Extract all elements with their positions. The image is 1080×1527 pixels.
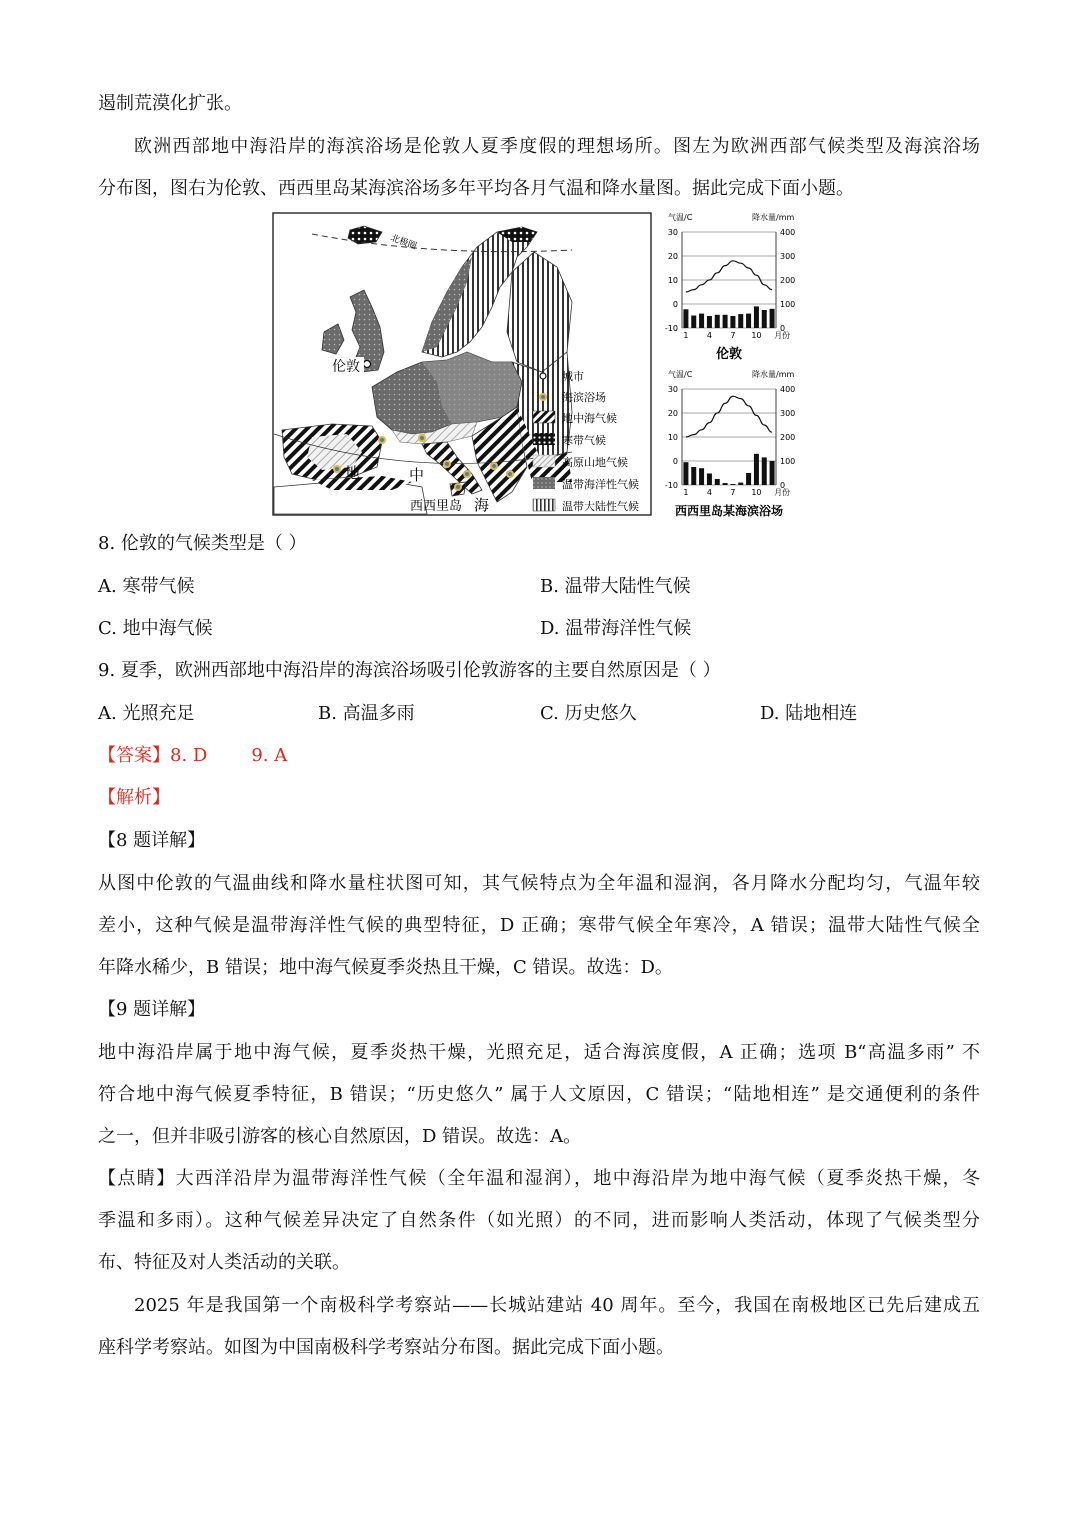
legend-label: 寒带气候 [562, 434, 606, 447]
city-dot-icon [540, 373, 546, 379]
detail9-label: 【9 题详解】 [98, 999, 206, 1020]
legend-label: 海滨浴场 [562, 391, 606, 404]
precipitation-bar [707, 316, 712, 328]
x-tick-label: 4 [706, 488, 712, 497]
x-tick-label: 7 [730, 331, 736, 340]
left-tick-label: -10 [664, 324, 678, 333]
chart-title: 伦敦 [715, 347, 743, 362]
left-tick-label: 30 [667, 385, 678, 394]
london-climate-chart [660, 210, 810, 365]
tip-line-2: 季温和多雨）。这种气候差异决定了自然条件（如光照）的不同，进而影响人类活动，体现了气候类型分 [98, 1210, 980, 1231]
legend-label: 温带海洋性气候 [562, 478, 639, 491]
precipitation-bar [715, 479, 720, 485]
dark-dotted-swatch [533, 477, 555, 489]
left-tick-label: 0 [672, 457, 678, 466]
intro-paragraph-line-1: 欧洲西部地中海沿岸的海滨浴场是伦敦人夏季度假的理想场所。图左为欧洲西部气候类型及海滨浴场 [134, 136, 980, 157]
detail8-line-3: 年降水稀少，B 错误；地中海气候夏季炎热且干燥，C 错误。故选：D。 [98, 957, 673, 978]
right-tick-label: 400 [780, 385, 796, 394]
detail8-label: 【8 题详解】 [98, 830, 206, 851]
next-intro-line-1: 2025 年是我国第一个南极科学考察站——长城站建站 40 周年。至今，我国在南极地区已先后建成五 [134, 1295, 980, 1316]
right-tick-label: 0 [780, 324, 786, 333]
legend-label: 温带大陆性气候 [562, 500, 639, 513]
q8-stem: 8. 伦敦的气候类型是（ ） [98, 533, 307, 554]
answer-line [98, 744, 980, 768]
precipitation-bar [746, 314, 751, 328]
london-label: 伦敦 [332, 359, 360, 375]
right-tick-label: 200 [780, 433, 796, 442]
chart-left-axis-title: 气温/C [668, 213, 693, 222]
answer-9: 9. A [251, 745, 288, 766]
right-tick-label: 400 [780, 228, 796, 237]
arctic-circle-label: 北极圈 [388, 233, 418, 253]
right-tick-label: 100 [780, 300, 796, 309]
answer-8: 8. D [170, 745, 208, 766]
q9-stem: 9. 夏季，欧洲西部地中海沿岸的海滨浴场吸引伦敦游客的主要自然原因是（ ） [98, 660, 721, 681]
left-tick-label: 0 [672, 300, 678, 309]
q9-option-d: D. 陆地相连 [760, 703, 858, 724]
tip-label: 【点睛】 [98, 1168, 176, 1189]
sicily-label: 西西里岛 [410, 499, 463, 514]
precipitation-bar [746, 473, 751, 485]
chart-left-axis-title: 气温/C [668, 370, 693, 379]
precipitation-bar [707, 473, 712, 485]
x-axis-title: 月份 [774, 331, 791, 340]
legend-label: 城市 [562, 370, 584, 383]
precipitation-bar [683, 462, 688, 485]
tip-text-1: 大西洋沿岸为温带海洋性气候（全年温和湿润），地中海沿岸为地中海气候（夏季炎热干燥，冬 [175, 1168, 981, 1189]
left-tick-label: 30 [667, 228, 678, 237]
x-axis-title: 月份 [774, 488, 791, 497]
x-tick-label: 7 [730, 488, 736, 497]
dotted-black-swatch [533, 433, 555, 445]
text-line: 遏制荒漠化扩张。 [98, 93, 242, 114]
precipitation-bar [699, 468, 704, 485]
chart-title: 西西里岛某海滨浴场 [674, 504, 784, 518]
answer-label: 【答案】 [98, 745, 170, 766]
right-tick-label: 100 [780, 457, 796, 466]
precipitation-bar [754, 454, 759, 485]
detail8-line-2: 差小，这种气候是温带海洋性气候的典型特征，D 正确；寒带气候全年寒冷，A 错误；温带大陆性气候全 [98, 915, 980, 936]
tip-line-3: 布、特征及对人类活动的关联。 [98, 1252, 350, 1273]
precipitation-bar [683, 309, 688, 328]
right-tick-label: 200 [780, 276, 796, 285]
right-tick-label: 300 [780, 252, 796, 261]
tip-line-1 [98, 1167, 980, 1191]
temperature-curve [686, 396, 772, 437]
precipitation-bar [738, 314, 743, 328]
x-tick-label: 4 [706, 331, 712, 340]
sea-label-1: 地 [345, 464, 361, 482]
precipitation-bar [723, 483, 728, 485]
detail9-line-3: 之一，但并非吸引游客的核心自然原因，D 错误。故选：A。 [98, 1126, 582, 1147]
precipitation-bar [762, 457, 767, 485]
chart-right-axis-title: 降水量/mm [752, 370, 795, 379]
left-tick-label: 10 [667, 433, 678, 442]
precipitation-bar [699, 314, 704, 328]
light-hatch-swatch [533, 455, 555, 467]
q9-option-b: B. 高温多雨 [318, 703, 415, 724]
vertical-stripe-swatch [533, 499, 555, 511]
precipitation-bar [723, 315, 728, 328]
left-tick-label: -10 [664, 481, 678, 490]
detail9-line-2: 符合地中海气候夏季特征，B 错误；“历史悠久” 属于人文原因，C 错误；“陆地相连” 是交通便利的条件 [98, 1084, 980, 1105]
beach-resort-icon [539, 393, 547, 401]
detail9-line-1: 地中海沿岸属于地中海气候，夏季炎热干燥，光照充足，适合海滨度假，A 正确；选项 B“高温多雨” 不 [98, 1042, 980, 1063]
map-legend [532, 365, 657, 517]
precipitation-bar [691, 467, 696, 485]
precipitation-bar [730, 316, 735, 328]
precipitation-bar [762, 310, 767, 328]
q9-option-c: C. 历史悠久 [540, 703, 637, 724]
diagonal-hatch-swatch [533, 411, 555, 423]
sicily-climate-chart [660, 367, 810, 522]
left-tick-label: 20 [667, 409, 678, 418]
x-tick-label: 1 [683, 488, 689, 497]
precipitation-bar [715, 315, 720, 328]
next-intro-line-2: 座科学考察站。如图为中国南极科学考察站分布图。据此完成下面小题。 [98, 1337, 674, 1358]
legend-label: 地中海气候 [562, 412, 617, 425]
precipitation-bar [730, 484, 735, 485]
precipitation-bar [770, 461, 775, 485]
precipitation-bar [770, 309, 775, 328]
q9-option-a: A. 光照充足 [98, 703, 195, 724]
left-tick-label: 20 [667, 252, 678, 261]
q8-option-b: B. 温带大陆性气候 [540, 576, 691, 597]
intro-paragraph-line-2: 分布图，图右为伦敦、西西里岛某海滨浴场多年平均各月气温和降水量图。据此完成下面小题。 [98, 178, 854, 199]
sea-label-2: 中 [409, 466, 425, 484]
x-tick-label: 10 [751, 488, 762, 497]
detail8-line-1: 从图中伦敦的气温曲线和降水量柱状图可知，其气候特点为全年温和湿润，各月降水分配均匀，气温年较 [98, 873, 980, 894]
left-tick-label: 10 [667, 276, 678, 285]
temperature-curve [686, 261, 772, 292]
london-city-dot [364, 361, 371, 368]
chart-right-axis-title: 降水量/mm [752, 213, 795, 222]
sea-label-3: 海 [474, 496, 490, 514]
q8-option-a: A. 寒带气候 [98, 576, 195, 597]
legend-label: 高原山地气候 [562, 456, 628, 469]
right-tick-label: 300 [780, 409, 796, 418]
right-tick-label: 0 [780, 481, 786, 490]
q8-option-c: C. 地中海气候 [98, 618, 213, 639]
precipitation-bar [738, 483, 743, 485]
precipitation-bar [754, 306, 759, 328]
x-tick-label: 1 [683, 331, 689, 340]
x-tick-label: 10 [751, 331, 762, 340]
precipitation-bar [691, 316, 696, 328]
q8-option-d: D. 温带海洋性气候 [540, 618, 692, 639]
analysis-label: 【解析】 [98, 787, 170, 808]
